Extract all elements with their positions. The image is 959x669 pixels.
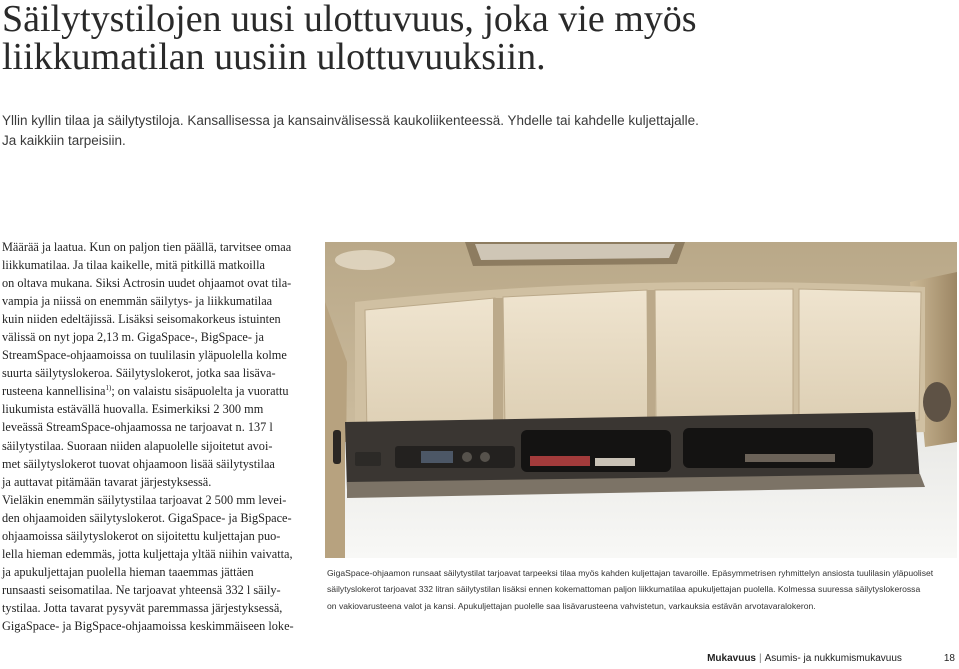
body-text bbox=[2, 238, 322, 635]
body-line: on oltava mukana. Siksi Actrosin uudet ohjaamot ovat tila- bbox=[2, 276, 292, 291]
headline-line-1: Säilytystilojen uusi ulottuvuus, joka vie myös bbox=[2, 0, 697, 40]
headline bbox=[2, 0, 952, 76]
intro-paragraph bbox=[2, 111, 902, 151]
page-footer bbox=[707, 653, 955, 664]
body-line: leveässä StreamSpace-ohjaamossa ne tarjoavat n. 137 l bbox=[2, 420, 273, 435]
photo-caption bbox=[327, 565, 957, 614]
body-line: tystilaa. Jotta tavarat pysyvät paremmassa järjestyksessä, bbox=[2, 600, 283, 615]
body-line: met säilytyslokerot tuovat ohjaamoon lisää säilytystilaa bbox=[2, 456, 275, 471]
body-line: lella hieman edemmäs, jotta kuljettaja yltää niihin vaivatta, bbox=[2, 546, 293, 561]
body-line: kuin niiden edeltäjissä. Lisäksi seisomakorkeus istuinten bbox=[2, 312, 281, 327]
body-line: liukumista estävällä huovalla. Esimerkiksi 2 300 mm bbox=[2, 402, 264, 417]
footer-subsection: Asumis- ja nukkumismukavuus bbox=[764, 653, 902, 664]
cab-interior-photo bbox=[325, 242, 957, 558]
body-line: StreamSpace-ohjaamoissa on tuulilasin yläpuolella kolme bbox=[2, 348, 287, 363]
footer-separator: | bbox=[759, 653, 762, 664]
body-line: Vieläkin enemmän säilytystilaa tarjoavat 2 500 mm levei- bbox=[2, 492, 287, 507]
footnote-marker: 1) bbox=[105, 384, 112, 393]
intro-line-1: Yllin kyllin tilaa ja säilytystiloja. Kansallisessa ja kansainvälisessä kaukoliikenteessä. Yhdelle tai kahdelle kuljettajalle. bbox=[2, 113, 699, 128]
caption-line-2: säilytyslokerot tarjoavat 332 litran säilytystilan lisäksi ennen kokemattoman paljon liikkumatilaa apukuljettajan puolella. Kolmessa suuressa säilytyslokerossa bbox=[327, 584, 921, 595]
body-line: ja auttavat pitämään tavarat järjestyksessä. bbox=[2, 474, 212, 489]
body-line-part: ; on valaistu sisäpuolelta ja vuorattu bbox=[111, 384, 289, 399]
body-line: GigaSpace- ja BigSpace-ohjaamoissa keskimmäiseen loke- bbox=[2, 618, 294, 633]
body-line: liikkumatilaa. Ja tilaa kaikelle, mitä pitkillä matkoilla bbox=[2, 258, 265, 273]
body-line: den ohjaamoiden säilytyslokerot. GigaSpace- ja BigSpace- bbox=[2, 510, 292, 525]
body-line: runsaasti seisomatilaa. Ne tarjoavat yhteensä 332 l säily- bbox=[2, 582, 281, 597]
body-line: vampia ja niissä on enemmän säilytys- ja liikkumatilaa bbox=[2, 294, 273, 309]
body-line: ohjaamoissa säilytyslokerot on sijoitettu kuljettajan puo- bbox=[2, 528, 281, 543]
body-line: Määrää ja laatua. Kun on paljon tien päällä, tarvitsee omaa bbox=[2, 240, 292, 254]
body-line: välissä on nyt jopa 2,13 m. GigaSpace-, BigSpace- ja bbox=[2, 330, 264, 345]
page-number: 18 bbox=[943, 653, 955, 664]
intro-line-2: Ja kaikkiin tarpeisiin. bbox=[2, 133, 126, 148]
body-line-with-footnote bbox=[2, 382, 322, 400]
body-line-part: rusteena kannellisina bbox=[2, 384, 106, 399]
footer-section: Mukavuus bbox=[707, 653, 756, 664]
caption-line-1: GigaSpace-ohjaamon runsaat säilytystilat tarjoavat tarpeeksi tilaa myös kahden kuljettajan tavaroille. Epäsymmetrisen ryhmittelyn ansiosta tuulilasin yläpuoliset bbox=[327, 568, 934, 578]
body-line: säilytystilaa. Suoraan niiden alapuolelle sijoitetut avoi- bbox=[2, 438, 273, 453]
headline-line-2: liikkumatilan uusiin ulottuvuuksiin. bbox=[2, 36, 546, 78]
caption-line-3: on vakiovarusteena valot ja kansi. Apukuljettajan puolelle saa lisävarusteena vahvistetun, varkauksia estävän arvotavaralokeron. bbox=[327, 600, 816, 611]
body-line: suurta säilytyslokeroa. Säilytyslokerot, jotka saa lisäva- bbox=[2, 366, 276, 381]
body-line: ja apukuljettajan puolella hieman taaemmas jättäen bbox=[2, 564, 254, 579]
